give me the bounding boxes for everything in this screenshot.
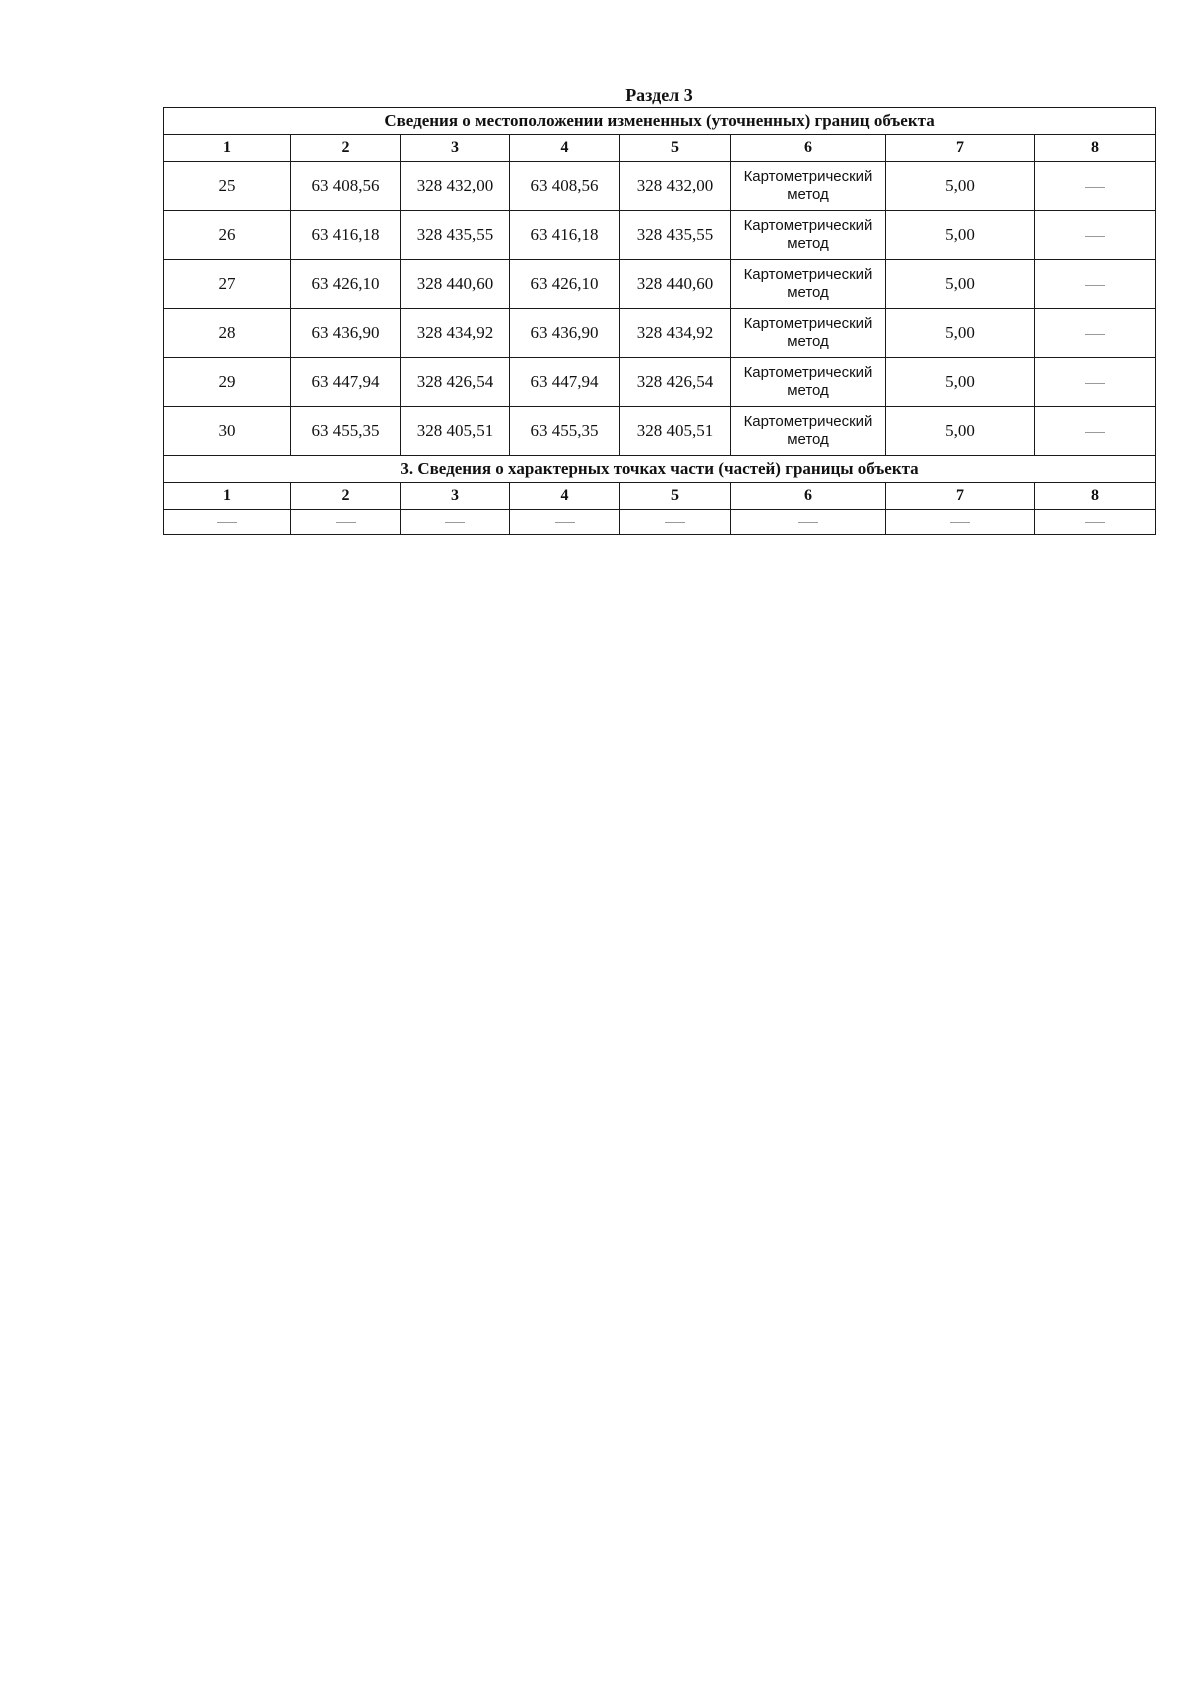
dash-mark — [950, 522, 970, 523]
table-row — [164, 407, 1156, 456]
table1-caption: Сведения о местоположении измененных (уточненных) границ объекта — [164, 108, 1156, 135]
column-number: 2 — [291, 483, 401, 510]
column-number: 1 — [164, 135, 291, 162]
method: Картометрический метод — [731, 162, 886, 211]
empty-cell — [510, 510, 620, 535]
coord-y-refined: 328 434,92 — [620, 309, 731, 358]
point-description — [1035, 260, 1156, 309]
point-number: 25 — [164, 162, 291, 211]
column-number: 6 — [731, 483, 886, 510]
coord-y-refined: 328 440,60 — [620, 260, 731, 309]
section-title: Раздел 3 — [625, 85, 693, 105]
empty-cell — [291, 510, 401, 535]
point-description — [1035, 309, 1156, 358]
method: Картометрический метод — [731, 358, 886, 407]
dash-mark — [1085, 522, 1105, 523]
accuracy: 5,00 — [886, 358, 1035, 407]
column-number: 6 — [731, 135, 886, 162]
column-number: 8 — [1035, 483, 1156, 510]
method: Картометрический метод — [731, 407, 886, 456]
table-row — [164, 260, 1156, 309]
empty-cell — [1035, 510, 1156, 535]
point-description — [1035, 162, 1156, 211]
coord-x-existing: 63 436,90 — [291, 309, 401, 358]
table-row — [164, 358, 1156, 407]
column-number: 1 — [164, 483, 291, 510]
coord-y-existing: 328 405,51 — [401, 407, 510, 456]
point-description — [1035, 211, 1156, 260]
empty-cell — [401, 510, 510, 535]
table2-column-numbers — [164, 483, 1156, 510]
coord-x-existing: 63 455,35 — [291, 407, 401, 456]
dash-mark — [1085, 432, 1105, 433]
dash-mark — [1085, 383, 1105, 384]
dash-mark — [1085, 285, 1105, 286]
point-number: 27 — [164, 260, 291, 309]
coord-x-existing: 63 408,56 — [291, 162, 401, 211]
coord-y-existing: 328 426,54 — [401, 358, 510, 407]
coord-x-refined: 63 408,56 — [510, 162, 620, 211]
empty-cell — [620, 510, 731, 535]
column-number: 5 — [620, 483, 731, 510]
table1-column-numbers — [164, 135, 1156, 162]
accuracy: 5,00 — [886, 260, 1035, 309]
column-number: 2 — [291, 135, 401, 162]
coord-y-refined: 328 405,51 — [620, 407, 731, 456]
column-number: 5 — [620, 135, 731, 162]
method: Картометрический метод — [731, 260, 886, 309]
table1-caption-row — [164, 108, 1156, 135]
point-number: 30 — [164, 407, 291, 456]
coord-y-existing: 328 435,55 — [401, 211, 510, 260]
dash-mark — [1085, 187, 1105, 188]
point-description — [1035, 358, 1156, 407]
coord-y-refined: 328 435,55 — [620, 211, 731, 260]
dash-mark — [445, 522, 465, 523]
point-description — [1035, 407, 1156, 456]
dash-mark — [555, 522, 575, 523]
coord-y-existing: 328 440,60 — [401, 260, 510, 309]
coord-x-refined: 63 416,18 — [510, 211, 620, 260]
table-row — [164, 162, 1156, 211]
coord-x-refined: 63 447,94 — [510, 358, 620, 407]
column-number: 8 — [1035, 135, 1156, 162]
column-number: 4 — [510, 483, 620, 510]
method: Картометрический метод — [731, 211, 886, 260]
accuracy: 5,00 — [886, 309, 1035, 358]
coord-y-refined: 328 426,54 — [620, 358, 731, 407]
coord-x-refined: 63 436,90 — [510, 309, 620, 358]
column-number: 3 — [401, 135, 510, 162]
coord-x-refined: 63 455,35 — [510, 407, 620, 456]
coord-y-existing: 328 434,92 — [401, 309, 510, 358]
point-number: 29 — [164, 358, 291, 407]
method: Картометрический метод — [731, 309, 886, 358]
accuracy: 5,00 — [886, 407, 1035, 456]
empty-cell — [164, 510, 291, 535]
coord-x-existing: 63 426,10 — [291, 260, 401, 309]
boundary-table-body — [164, 108, 1156, 535]
dash-mark — [665, 522, 685, 523]
column-number: 7 — [886, 483, 1035, 510]
empty-cell — [886, 510, 1035, 535]
dash-mark — [1085, 236, 1105, 237]
boundary-table — [163, 107, 1156, 535]
coord-y-existing: 328 432,00 — [401, 162, 510, 211]
column-number: 4 — [510, 135, 620, 162]
point-number: 26 — [164, 211, 291, 260]
coord-y-refined: 328 432,00 — [620, 162, 731, 211]
coord-x-refined: 63 426,10 — [510, 260, 620, 309]
table2-caption-row — [164, 456, 1156, 483]
table-row — [164, 309, 1156, 358]
dash-mark — [1085, 334, 1105, 335]
dash-mark — [217, 522, 237, 523]
coord-x-existing: 63 416,18 — [291, 211, 401, 260]
dash-mark — [336, 522, 356, 523]
empty-cell — [731, 510, 886, 535]
table2-caption: 3. Сведения о характерных точках части (частей) границы объекта — [164, 456, 1156, 483]
table-row — [164, 510, 1156, 535]
coord-x-existing: 63 447,94 — [291, 358, 401, 407]
accuracy: 5,00 — [886, 162, 1035, 211]
point-number: 28 — [164, 309, 291, 358]
column-number: 7 — [886, 135, 1035, 162]
dash-mark — [798, 522, 818, 523]
accuracy: 5,00 — [886, 211, 1035, 260]
column-number: 3 — [401, 483, 510, 510]
table-row — [164, 211, 1156, 260]
